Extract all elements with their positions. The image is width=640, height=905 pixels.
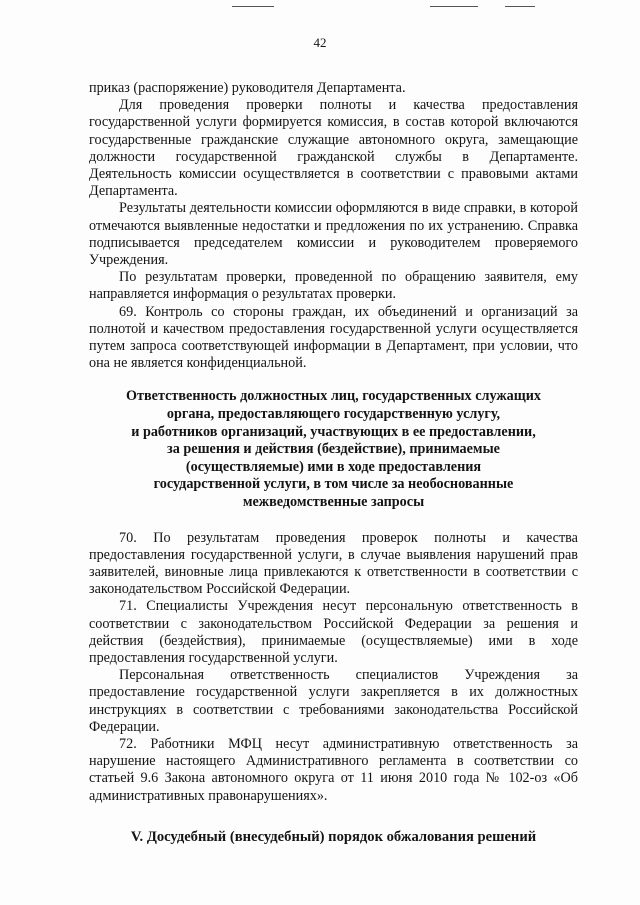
responsibility-heading — [89, 388, 578, 511]
paragraph-70: 70. По результатам проведения проверок полноты и качества предоставления государственной услуги, в случае выявления нарушений прав заявителей, виновные лица привлекаются к ответственности в соответствии с законодательством Российской Федерации. — [89, 529, 578, 598]
heading-line: межведомственные запросы — [242, 494, 425, 511]
heading-line: органа, предоставляющего государственную услугу, — [166, 406, 501, 423]
scan-artifact-line — [430, 6, 478, 7]
bottom-paragraphs — [89, 530, 578, 805]
page-number: 42 — [313, 35, 327, 50]
heading-line: и работников организаций, участвующих в ее предоставлении, — [131, 423, 536, 440]
paragraph-personal-responsibility: Персональная ответственность специалистов Учреждения за предоставление государственной услуги закрепляется в их должностных инструкциях в соответствии с требованиями законодательства Российской Федерации. — [89, 667, 578, 735]
heading-line: Ответственность должностных лиц, государственных служащих — [126, 388, 541, 405]
section-v-heading: V. Досудебный (внесудебный) порядок обжалования решений — [130, 828, 537, 845]
document-body — [89, 80, 578, 846]
paragraph-71: 71. Специалисты Учреждения несут персональную ответственность в соответствии с законодательством Российской Федерации за решения и действия (бездействия), принимаемые (осуществляемые) ими в ходе предоставления государственной услуги. — [89, 598, 578, 667]
paragraph-72: 72. Работники МФЦ несут административную ответственность за нарушение настоящего Административного регламента в соответствии со статьей 9.6 Закона автономного округа от 11 июня 2010 года № 102-оз «Об административных правонарушениях». — [89, 736, 578, 804]
heading-line: за решения и действия (бездействие), принимаемые — [167, 441, 500, 458]
scan-artifact-line — [505, 6, 535, 7]
paragraph-commission: Для проведения проверки полноты и качества предоставления государственной услуги формируется комиссия, в состав которой включаются государственные гражданские служащие автономного округа, замещающие должности государственной гражданской службы в Департаменте. Деятельность комиссии осуществляется в соответствии с правовыми актами Департамента. — [89, 97, 578, 200]
top-paragraphs — [89, 80, 578, 372]
heading-line: государственной услуги, в том числе за необоснованные — [153, 476, 514, 493]
paragraph-order: приказ (распоряжение) руководителя Департамента. — [89, 80, 406, 96]
scan-artifact-line — [232, 6, 274, 7]
paragraph-applicant: По результатам проверки, проведенной по обращению заявителя, ему направляется информация о результатах проверки. — [89, 269, 578, 303]
paragraph-69: 69. Контроль со стороны граждан, их объединений и организаций за полнотой и качеством предоставления государственной услуги осуществляется путем запроса соответствующей информации в Департамент, при условии, что она не является конфиденциальной. — [89, 303, 578, 372]
heading-line: (осуществляемые) ими в ходе предоставления — [185, 458, 482, 475]
paragraph-results: Результаты деятельности комиссии оформляются в виде справки, в которой отмечаются выявленные недостатки и предложения по их устранению. Справка подписывается председателем комиссии и руководителем проверяемого Учреждения. — [89, 200, 578, 269]
